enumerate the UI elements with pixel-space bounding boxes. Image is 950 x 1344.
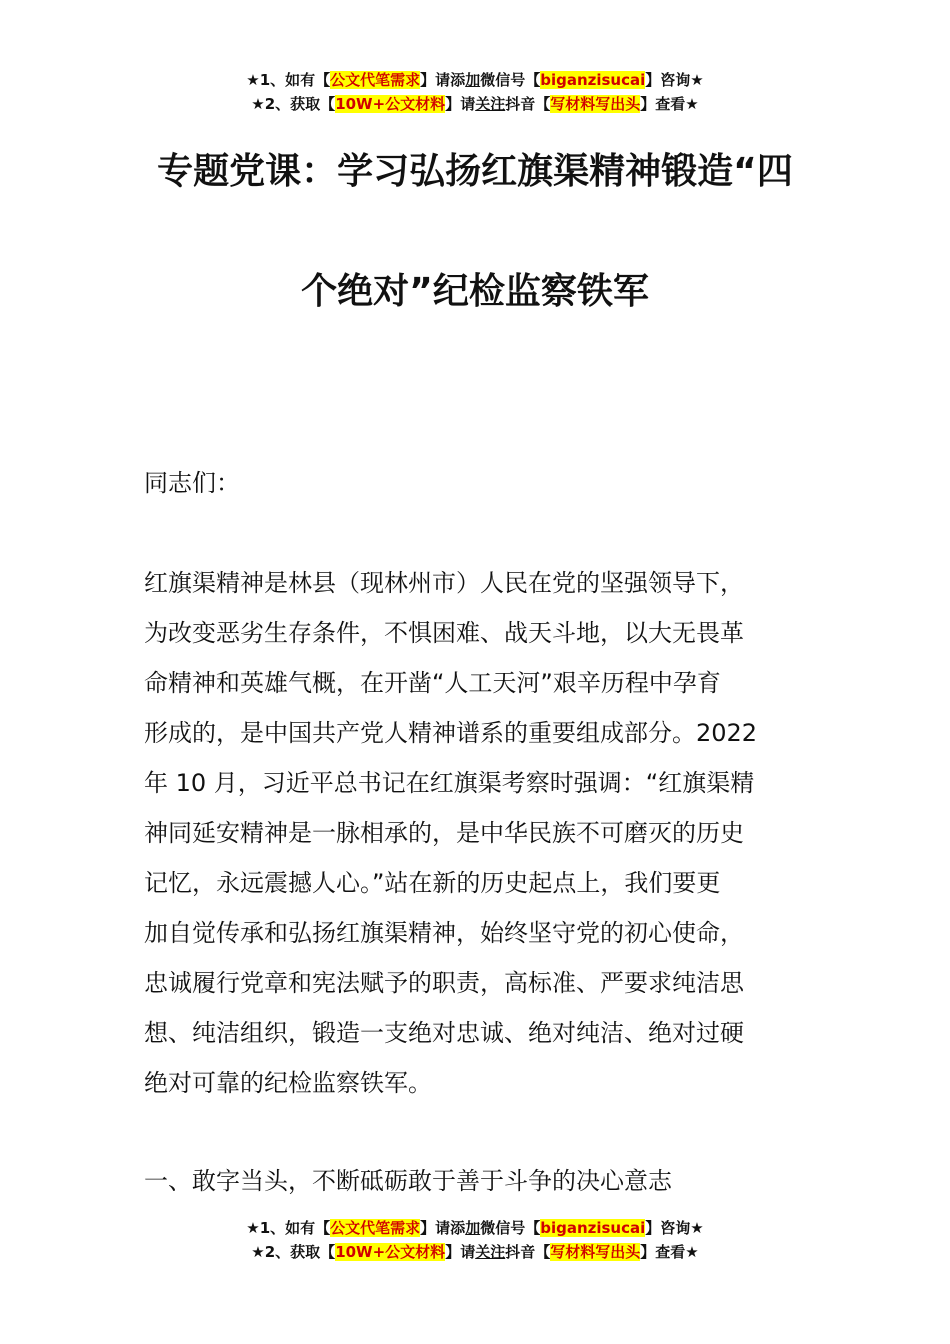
banner-text: 】咨询★ xyxy=(645,71,704,89)
paragraph-line: 忠诚履行党章和宪法赋予的职责，高标准、严要求纯洁思 xyxy=(144,969,744,997)
page-title-line-2: 个绝对”纪检监察铁军 xyxy=(301,271,649,312)
banner-highlight: biganzisucai xyxy=(540,71,646,89)
banner-highlight: 公文代笔需求 xyxy=(330,71,421,89)
banner-underline: 加 xyxy=(465,71,481,89)
salutation: 同志们： xyxy=(144,469,240,497)
banner-text: 微信号【 xyxy=(480,71,541,89)
paragraph-line: 年 10 月，习近平总书记在红旗渠考察时强调：“红旗渠精 xyxy=(144,769,755,797)
top-banner xyxy=(0,68,950,116)
banner-highlight: 写材料写出头 xyxy=(550,95,641,113)
banner-line-2 xyxy=(0,1240,950,1264)
banner-underline: 关注 xyxy=(475,95,506,113)
banner-underline: 加 xyxy=(465,1219,481,1237)
banner-highlight: 公文代笔需求 xyxy=(330,1219,421,1237)
banner-line-2 xyxy=(0,92,950,116)
banner-highlight: 10W+公文材料 xyxy=(335,95,446,113)
banner-text: ★1、如有【 xyxy=(246,71,331,89)
banner-text: 微信号【 xyxy=(480,1219,541,1237)
paragraph-line: 绝对可靠的纪检监察铁军。 xyxy=(144,1069,432,1097)
banner-text: 抖音【 xyxy=(505,1243,551,1261)
banner-highlight: 写材料写出头 xyxy=(550,1243,641,1261)
banner-line-1 xyxy=(0,68,950,92)
banner-line-1 xyxy=(0,1216,950,1240)
body-paragraph xyxy=(144,558,816,1108)
banner-text: ★1、如有【 xyxy=(246,1219,331,1237)
banner-text: ★2、获取【 xyxy=(251,1243,336,1261)
paragraph-line: 命精神和英雄气概，在开凿“人工天河”艰辛历程中孕育 xyxy=(144,669,721,697)
banner-text: 抖音【 xyxy=(505,95,551,113)
paragraph-line: 想、纯洁组织，锻造一支绝对忠诚、绝对纯洁、绝对过硬 xyxy=(144,1019,744,1047)
bottom-banner xyxy=(0,1216,950,1264)
paragraph-line: 加自觉传承和弘扬红旗渠精神，始终坚守党的初心使命， xyxy=(144,919,744,947)
paragraph-line: 神同延安精神是一脉相承的，是中华民族不可磨灭的历史 xyxy=(144,819,744,847)
banner-text: 】查看★ xyxy=(640,1243,699,1261)
banner-text: ★2、获取【 xyxy=(251,95,336,113)
paragraph-line: 红旗渠精神是林县（现林州市）人民在党的坚强领导下， xyxy=(144,569,744,597)
page-title-line-1: 专题党课：学习弘扬红旗渠精神锻造“四 xyxy=(157,151,793,192)
banner-underline: 关注 xyxy=(475,1243,506,1261)
paragraph-line: 为改变恶劣生存条件，不惧困难、战天斗地，以大无畏革 xyxy=(144,619,744,647)
paragraph-line: 形成的，是中国共产党人精神谱系的重要组成部分。2022 xyxy=(144,719,758,747)
banner-text: 】请 xyxy=(445,1243,476,1261)
banner-text: 】咨询★ xyxy=(645,1219,704,1237)
banner-text: 】查看★ xyxy=(640,95,699,113)
banner-text: 】请添 xyxy=(420,71,466,89)
paragraph-line: 记忆，永远震撼人心。”站在新的历史起点上，我们要更 xyxy=(144,869,721,897)
banner-text: 】请添 xyxy=(420,1219,466,1237)
section-heading-1: 一、敢字当头，不断砥砺敢于善于斗争的决心意志 xyxy=(144,1167,672,1195)
banner-highlight: biganzisucai xyxy=(540,1219,646,1237)
banner-highlight: 10W+公文材料 xyxy=(335,1243,446,1261)
banner-text: 】请 xyxy=(445,95,476,113)
